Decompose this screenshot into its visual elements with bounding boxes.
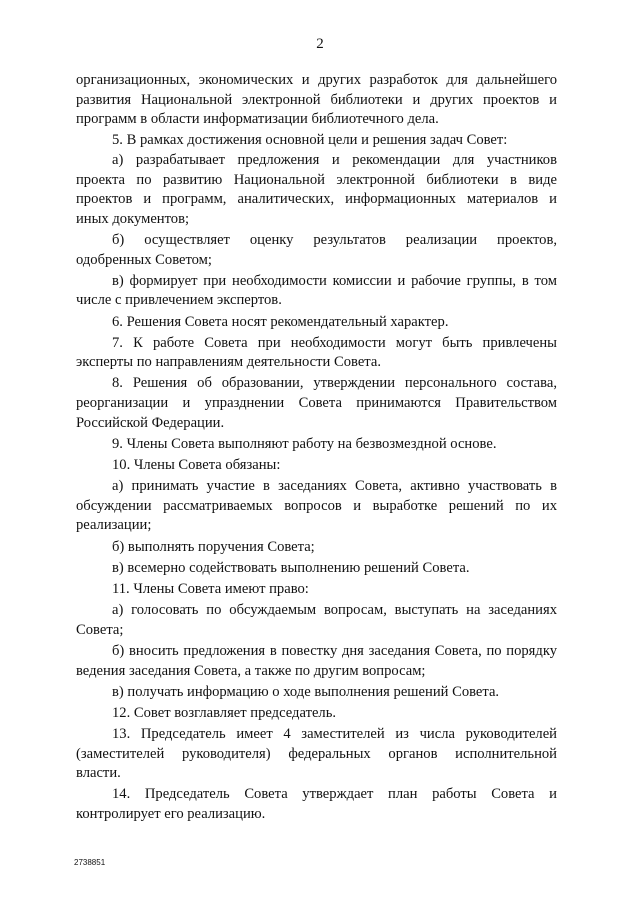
- text-line: реализации;: [76, 517, 152, 534]
- text-line: 10. Члены Совета обязаны:: [112, 457, 281, 474]
- text-line: развития Национальной электронной библиотеки и других проектов и: [76, 91, 557, 108]
- document-body: [76, 71, 557, 825]
- text-line: власти.: [76, 765, 121, 782]
- text-line: одобренных Советом;: [76, 251, 212, 268]
- text-line: обсуждении рассматриваемых вопросов и выработке решений по их: [76, 497, 557, 514]
- text-line: б) выполнять поручения Совета;: [112, 538, 315, 555]
- text-line: 9. Члены Совета выполняют работу на безвозмездной основе.: [112, 435, 497, 452]
- page-number: 2: [316, 36, 324, 52]
- text-line: в) получать информацию о ходе выполнения решений Совета.: [112, 683, 500, 700]
- text-line: 14. Председатель Совета утверждает план работы Совета и: [112, 786, 557, 803]
- text-line: числе с привлечением экспертов.: [76, 292, 282, 309]
- text-line: Российской Федерации.: [76, 414, 225, 431]
- text-line: контролирует его реализацию.: [76, 806, 266, 823]
- text-line: в) всемерно содействовать выполнению решений Совета.: [112, 559, 470, 576]
- text-line: а) принимать участие в заседаниях Совета, активно участвовать в: [112, 478, 557, 495]
- text-line: а) голосовать по обсуждаемым вопросам, выступать на заседаниях: [112, 602, 557, 619]
- document-code: 2738851: [74, 858, 106, 867]
- text-line: (заместителей руководителя) федеральных органов исполнительной: [76, 745, 557, 762]
- text-line: 7. К работе Совета при необходимости могут быть привлечены: [112, 334, 557, 351]
- text-line: проектов и программ, аналитических, информационных материалов и: [76, 191, 557, 208]
- text-line: 13. Председатель имеет 4 заместителей из числа руководителей: [112, 726, 557, 743]
- text-line: б) осуществляет оценку результатов реализации проектов,: [112, 231, 557, 248]
- text-line: в) формирует при необходимости комиссии и рабочие группы, в том: [112, 272, 557, 289]
- text-line: б) вносить предложения в повестку дня заседания Совета, по порядку: [112, 642, 557, 659]
- text-line: 6. Решения Совета носят рекомендательный характер.: [112, 313, 449, 330]
- text-line: а) разрабатывает предложения и рекомендации для участников: [112, 151, 557, 168]
- text-line: реорганизации и упразднении Совета принимаются Правительством: [76, 395, 557, 412]
- text-line: 12. Совет возглавляет председатель.: [112, 704, 337, 721]
- text-line: 5. В рамках достижения основной цели и решения задач Совет:: [112, 132, 508, 149]
- text-line: программ в области информатизации библиотечного дела.: [76, 111, 439, 128]
- text-line: эксперты по направлениям деятельности Совета.: [76, 354, 381, 371]
- text-line: 11. Члены Совета имеют право:: [112, 580, 309, 597]
- text-line: ведения заседания Совета, а также по другим вопросам;: [76, 662, 426, 679]
- text-line: проекта по развитию Национальной электронной библиотеки в виде: [76, 171, 557, 188]
- text-line: 8. Решения об образовании, утверждении персонального состава,: [112, 375, 557, 392]
- text-line: иных документов;: [76, 210, 190, 227]
- text-line: Совета;: [76, 621, 124, 638]
- text-line: организационных, экономических и других разработок для дальнейшего: [76, 72, 557, 88]
